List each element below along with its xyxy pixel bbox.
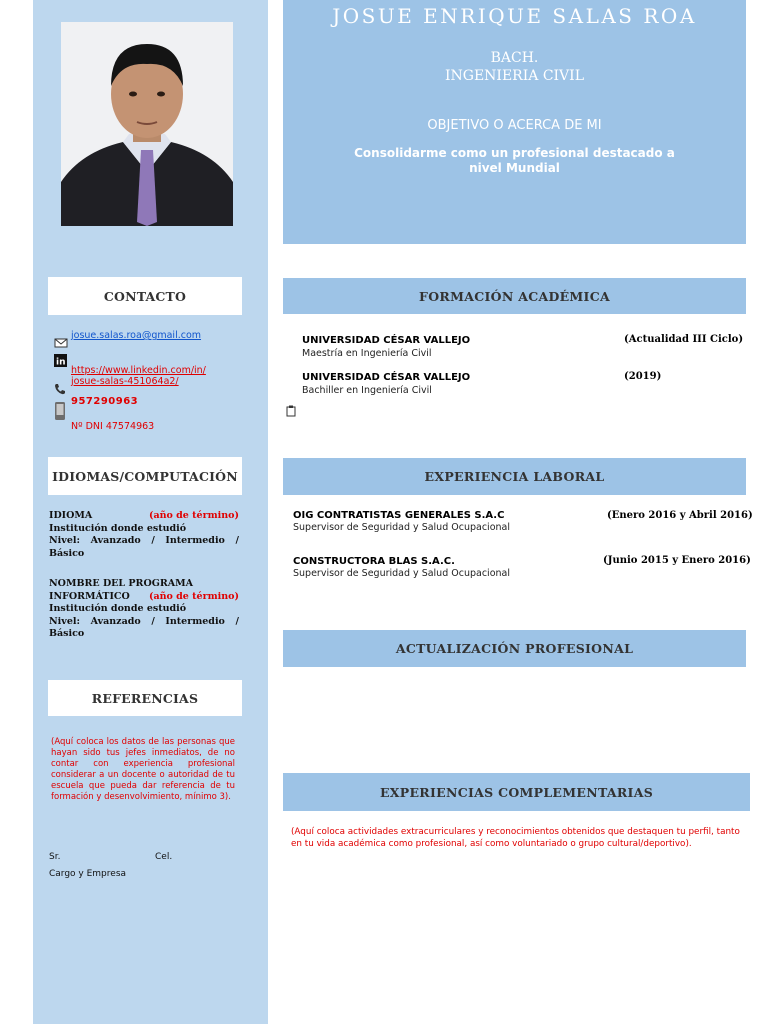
clipboard-icon [286,405,296,417]
updates-heading: ACTUALIZACIÓN PROFESIONAL [283,630,746,667]
mobile-icon [54,401,66,421]
complementary-heading: EXPERIENCIAS COMPLEMENTARIAS [283,773,750,811]
education-institution: UNIVERSIDAD CÉSAR VALLEJO [302,372,471,383]
language-year: (año de término) [148,510,239,521]
experience-date: (Enero 2016 y Abril 2016) [607,510,753,521]
objective-title: OBJETIVO O ACERCA DE MI [427,118,602,133]
language-institution: Institución donde estudió [49,522,187,534]
experience-company: OIG CONTRATISTAS GENERALES S.A.C [293,510,505,521]
experience-date: (Junio 2015 y Enero 2016) [603,555,751,566]
profile-photo [61,22,233,226]
education-institution: UNIVERSIDAD CÉSAR VALLEJO [302,335,471,346]
education-program: Bachiller en Ingeniería Civil [302,385,432,396]
field: INGENIERIA CIVIL [445,68,584,84]
reference-sr: Sr. [49,852,61,862]
experience-role: Supervisor de Seguridad y Salud Ocupacional [293,522,510,533]
objective-text: Consolidarme como un profesional destacado a nivel Mundial [354,146,675,175]
linkedin-link-line1[interactable]: https://www.linkedin.com/in/ [71,365,206,376]
software-label-line2: INFORMÁTICO [49,590,130,602]
software-year: (año de término) [148,590,239,602]
education-heading: FORMACIÓN ACADÉMICA [283,278,746,314]
candidate-name: JOSUE ENRIQUE SALAS ROA [332,4,697,28]
languages-heading: IDIOMAS/COMPUTACIÓN [48,457,242,495]
dni-number: Nº DNI 47574963 [71,421,155,432]
education-date: (Actualidad III Ciclo) [624,334,744,345]
experience-role: Supervisor de Seguridad y Salud Ocupacional [293,568,510,579]
phone-icon [54,383,66,395]
svg-text:in: in [56,357,66,367]
education-date: (2019) [624,371,662,382]
language-label: IDIOMA [49,510,93,521]
contact-heading: CONTACTO [48,277,242,315]
reference-cargo: Cargo y Empresa [49,869,127,879]
reference-cel: Cel. [155,852,173,862]
software-institution: Institución donde estudió [49,603,187,614]
header-banner [283,0,746,244]
experience-company: CONSTRUCTORA BLAS S.A.C. [293,556,455,567]
linkedin-link-line2[interactable]: josue-salas-451064a2/ [71,376,179,387]
education-program: Maestría en Ingeniería Civil [302,348,432,359]
linkedin-icon[interactable] [54,354,67,367]
complementary-note: (Aquí coloca actividades extracurriculares y reconocimientos obtenidos que destaquen tu perfil, tanto en tu vida académica como profesional, así como voluntariado o grupo cultural/deportivo). [291,827,740,849]
software-level: Nivel: Avanzado / Intermedio / Básico [49,615,239,639]
references-note: (Aquí coloca los datos de las personas que hayan sido tus jefes inmediatos, de no contar con experiencia profesional considerar a un docente o autoridad de tu escuela que pueda dar referencia de tu formación y desenvolvimiento, mínimo 3). [51,737,235,802]
language-level: Nivel: Avanzado / Intermedio / Básico [49,535,239,559]
email-link[interactable]: josue.salas.roa@gmail.com [71,330,202,341]
degree: BACH. [490,50,539,66]
references-heading: REFERENCIAS [48,680,242,716]
mail-icon [54,336,68,350]
experience-heading: EXPERIENCIA LABORAL [283,458,746,495]
language-block [49,510,239,560]
software-block [49,578,239,641]
phone-number: 957290963 [71,396,139,407]
software-label-line1: NOMBRE DEL PROGRAMA [49,578,193,589]
